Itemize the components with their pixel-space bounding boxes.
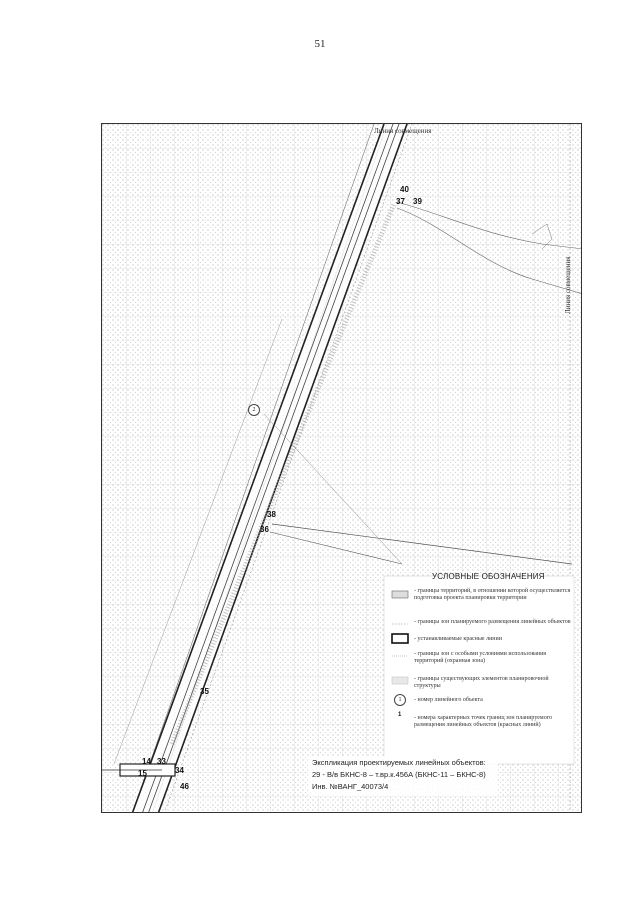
point-icon: 1 (398, 712, 402, 718)
point-label: 33 (157, 757, 166, 766)
explication-inventory: Инв. №ВАНГ_40073/4 (312, 782, 389, 791)
legend-item: - номер линейного объекта (414, 697, 483, 703)
point-label: 36 (260, 525, 269, 534)
map-frame (101, 123, 582, 813)
point-label: 39 (413, 197, 422, 206)
map-drawing (102, 124, 582, 813)
point-label: 40 (400, 185, 409, 194)
page-number: 51 (314, 38, 326, 50)
object-number-marker: 2 (248, 404, 260, 416)
point-label: 37 (396, 197, 405, 206)
explication-title: Экспликация проектируемых линейных объектов: (312, 758, 486, 767)
point-label: 38 (267, 510, 276, 519)
legend-item: - границы зон планируемого размещения линейных объектов (414, 619, 571, 625)
point-label: 14 (142, 757, 151, 766)
point-label: 46 (180, 782, 189, 791)
legend-item: - границы территорий, в отношении которой осуществляется подготовка проекта планировки территории (414, 588, 571, 601)
point-label: 34 (175, 766, 184, 775)
explication-line: 29 - В/в БКНС-8 – т.вр.к.456А (БКНС-11 – БКНС-8) (312, 770, 486, 779)
hatched-box-icon (392, 591, 408, 598)
legend-title: УСЛОВНЫЕ ОБОЗНАЧЕНИЯ (432, 572, 545, 581)
point-label: 15 (138, 769, 147, 778)
combination-line-label: Линия совмещения (374, 127, 432, 135)
gray-box-icon (392, 677, 408, 684)
legend-item: - устанавливаемые красные линии (414, 636, 502, 642)
legend-item: - границы зон с особыми условиями использования территорий (охранная зона) (414, 651, 547, 664)
combination-line-label-side: Линия совмещения (564, 256, 572, 314)
legend-item: - границы существующих элементов планировочной структуры (414, 676, 549, 689)
legend-item: - номера характерных точек границ зон планируемого размещения линейных объектов (красных линий) (414, 715, 553, 728)
circle-number-icon: 1 (394, 694, 406, 706)
point-label: 35 (200, 687, 209, 696)
legend-box (384, 576, 574, 764)
